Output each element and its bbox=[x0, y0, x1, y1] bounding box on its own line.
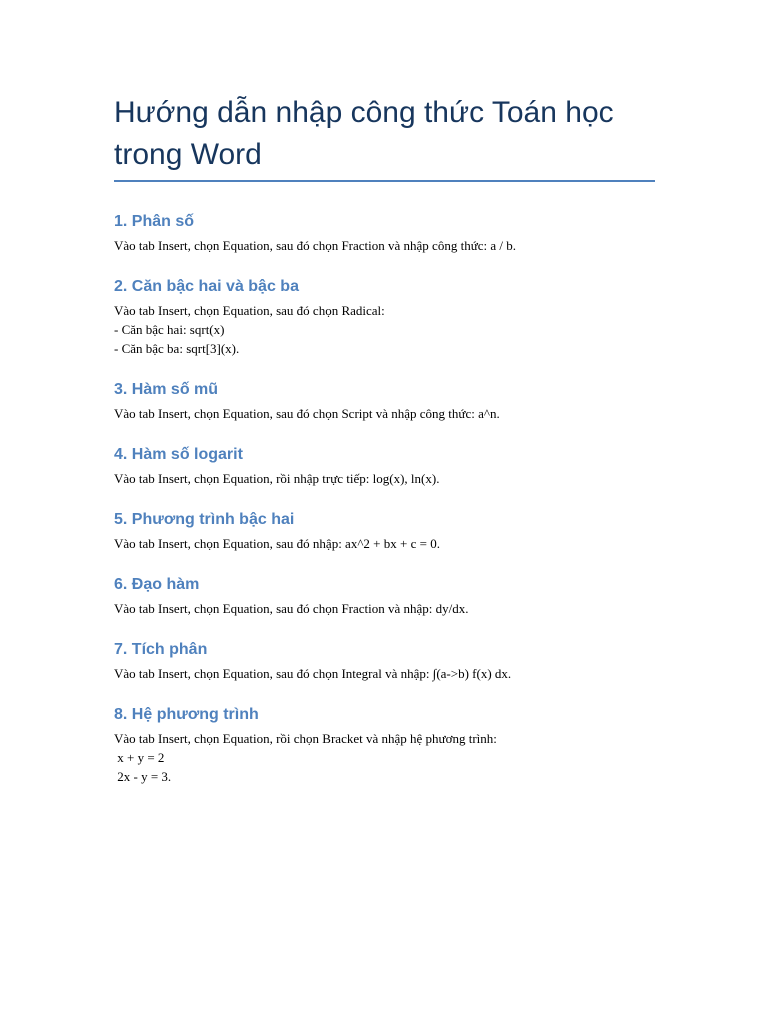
section-heading: 4. Hàm số logarit bbox=[114, 446, 243, 463]
section-body bbox=[114, 729, 656, 786]
section-body bbox=[114, 236, 656, 255]
section-system-of-equations bbox=[114, 705, 656, 786]
document-title: Hướng dẫn nhập công thức Toán học trong Word bbox=[114, 96, 614, 171]
document-page bbox=[114, 92, 656, 808]
body-line: Vào tab Insert, chọn Equation, sau đó nhập: ax^2 + bx + c = 0. bbox=[114, 536, 440, 551]
section-heading: 1. Phân số bbox=[114, 213, 195, 230]
section-exponential bbox=[114, 380, 656, 423]
section-heading: 8. Hệ phương trình bbox=[114, 706, 259, 723]
body-line: Vào tab Insert, chọn Equation, sau đó chọn Integral và nhập: ∫(a->b) f(x) dx. bbox=[114, 666, 512, 681]
section-heading: 2. Căn bậc hai và bậc ba bbox=[114, 278, 299, 295]
body-line: x + y = 2 bbox=[114, 750, 165, 765]
section-body bbox=[114, 301, 656, 358]
section-logarithm bbox=[114, 445, 656, 488]
section-integral bbox=[114, 640, 656, 683]
body-line: Vào tab Insert, chọn Equation, sau đó chọn Fraction và nhập: dy/dx. bbox=[114, 601, 469, 616]
body-line: Vào tab Insert, chọn Equation, sau đó chọn Radical: bbox=[114, 303, 385, 318]
section-body bbox=[114, 404, 656, 423]
body-line: Vào tab Insert, chọn Equation, rồi nhập trực tiếp: log(x), ln(x). bbox=[114, 471, 440, 486]
body-line: Vào tab Insert, chọn Equation, rồi chọn Bracket và nhập hệ phương trình: bbox=[114, 731, 497, 746]
section-derivative bbox=[114, 575, 656, 618]
section-heading: 6. Đạo hàm bbox=[114, 576, 200, 593]
body-line: Vào tab Insert, chọn Equation, sau đó chọn Fraction và nhập công thức: a / b. bbox=[114, 238, 516, 253]
section-quadratic bbox=[114, 510, 656, 553]
section-body bbox=[114, 599, 656, 618]
body-line: 2x - y = 3. bbox=[114, 769, 172, 784]
body-line: - Căn bậc ba: sqrt[3](x). bbox=[114, 341, 240, 356]
section-fraction bbox=[114, 212, 656, 255]
section-body bbox=[114, 664, 656, 683]
section-body bbox=[114, 534, 656, 553]
body-line: Vào tab Insert, chọn Equation, sau đó chọn Script và nhập công thức: a^n. bbox=[114, 406, 500, 421]
section-heading: 3. Hàm số mũ bbox=[114, 381, 219, 398]
section-body bbox=[114, 469, 656, 488]
body-line: - Căn bậc hai: sqrt(x) bbox=[114, 322, 225, 337]
title-underline bbox=[114, 180, 655, 182]
section-heading: 5. Phương trình bậc hai bbox=[114, 511, 295, 528]
section-radical bbox=[114, 277, 656, 358]
section-heading: 7. Tích phân bbox=[114, 641, 208, 658]
